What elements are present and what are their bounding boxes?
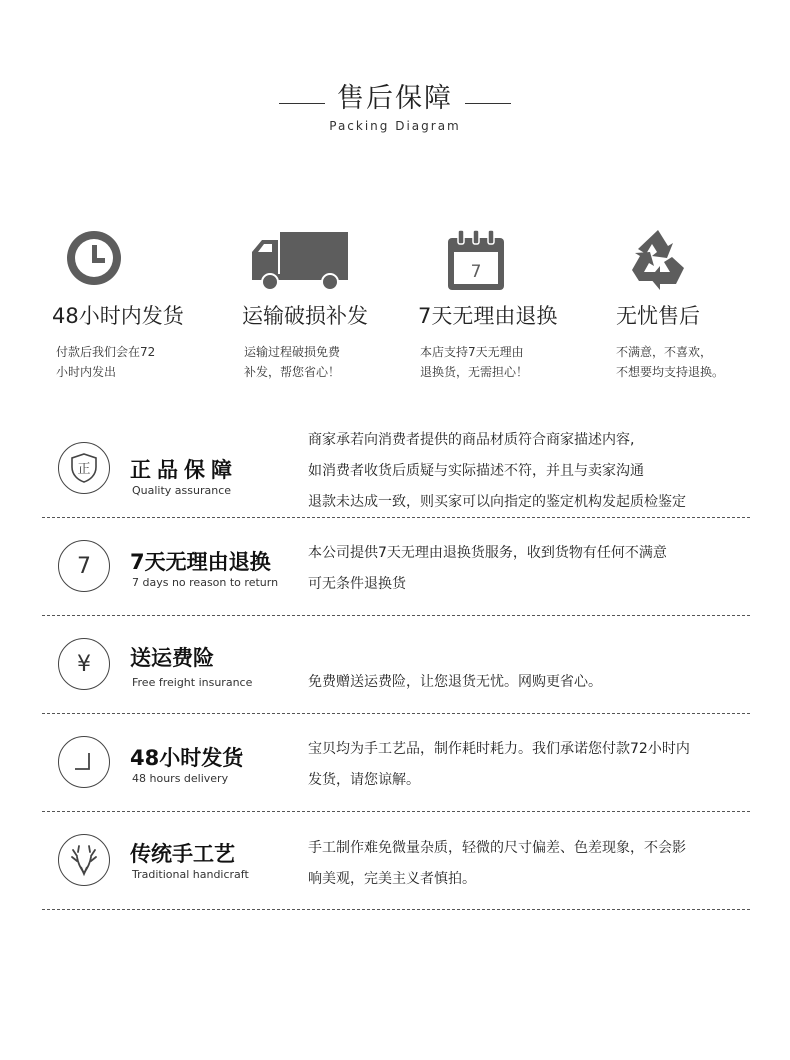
item-subtitle: 7 days no reason to return <box>132 576 279 589</box>
feature-worry-free <box>616 228 790 382</box>
item-title: 传统手工艺 <box>130 842 235 866</box>
feature-desc: 付款后我们会在72 小时内发出 <box>56 345 156 379</box>
title-row <box>0 76 790 115</box>
feature-48h <box>52 228 232 382</box>
item-desc: 宝贝均为手工艺品，制作耗时耗力。我们承诺您付款72小时内 发货，请您谅解。 <box>308 741 690 788</box>
recycle-icon <box>626 228 790 296</box>
feature-strip <box>0 228 790 388</box>
title-right-rule <box>465 103 511 105</box>
feature-desc: 不满意，不喜欢， 不想要均支持退换。 <box>616 345 725 379</box>
feature-title: 48小时内发货 <box>52 304 184 328</box>
list-item-quality <box>42 420 750 518</box>
feature-damage-resend <box>242 228 422 382</box>
feature-7day-return <box>418 228 598 382</box>
feature-title: 无忧售后 <box>616 304 700 328</box>
number-seven-icon: 7 <box>58 540 110 592</box>
item-subtitle: Traditional handicraft <box>132 868 249 881</box>
item-desc: 手工制作难免微量杂质，轻微的尺寸偏差、色差现象，不会影 响美观，完美主义者慎拍。 <box>308 840 686 887</box>
feature-desc: 本店支持7天无理由 退换货，无需担心！ <box>420 345 529 379</box>
guarantee-list <box>42 420 750 910</box>
list-item-handicraft <box>42 812 750 910</box>
calendar-icon <box>444 228 624 296</box>
feature-title: 运输破损补发 <box>242 304 368 328</box>
shield-icon <box>58 442 110 494</box>
antler-icon <box>58 834 110 886</box>
feature-title: 7天无理由退换 <box>418 304 558 328</box>
svg-text:7: 7 <box>470 262 482 282</box>
truck-icon <box>250 228 430 296</box>
item-title: 正品保障 <box>130 458 238 482</box>
item-title: 送运费险 <box>130 646 214 670</box>
page-subtitle: Packing Diagram <box>329 119 461 133</box>
clock-hands-icon <box>58 736 110 788</box>
list-item-freight <box>42 616 750 714</box>
list-item-7day <box>42 518 750 616</box>
title-left-rule <box>279 103 325 105</box>
svg-text:正: 正 <box>77 462 91 477</box>
feature-desc: 运输过程破损免费 补发，帮您省心！ <box>244 345 341 379</box>
item-subtitle: Quality assurance <box>132 484 232 497</box>
list-item-48h <box>42 714 750 812</box>
item-desc: 免费赠送运费险，让您退货无忧。网购更省心。 <box>308 674 602 690</box>
clock-icon <box>64 228 244 296</box>
item-subtitle: 48 hours delivery <box>132 772 229 785</box>
item-desc: 商家承若向消费者提供的商品材质符合商家描述内容, 如消费者收货后质疑与实际描述不符，并且与卖家沟通 退款未达成一致，则买家可以向指定的鉴定机构发起质检鉴定 <box>308 432 686 510</box>
page-title: 售后保障 <box>337 83 453 114</box>
item-title: 48小时发货 <box>130 746 244 770</box>
page-header <box>0 76 790 133</box>
item-title: 7天无理由退换 <box>130 550 271 574</box>
yen-icon: ¥ <box>58 638 110 690</box>
item-subtitle: Free freight insurance <box>132 676 253 689</box>
item-desc: 本公司提供7天无理由退换货服务，收到货物有任何不满意 可无条件退换货 <box>308 545 667 592</box>
